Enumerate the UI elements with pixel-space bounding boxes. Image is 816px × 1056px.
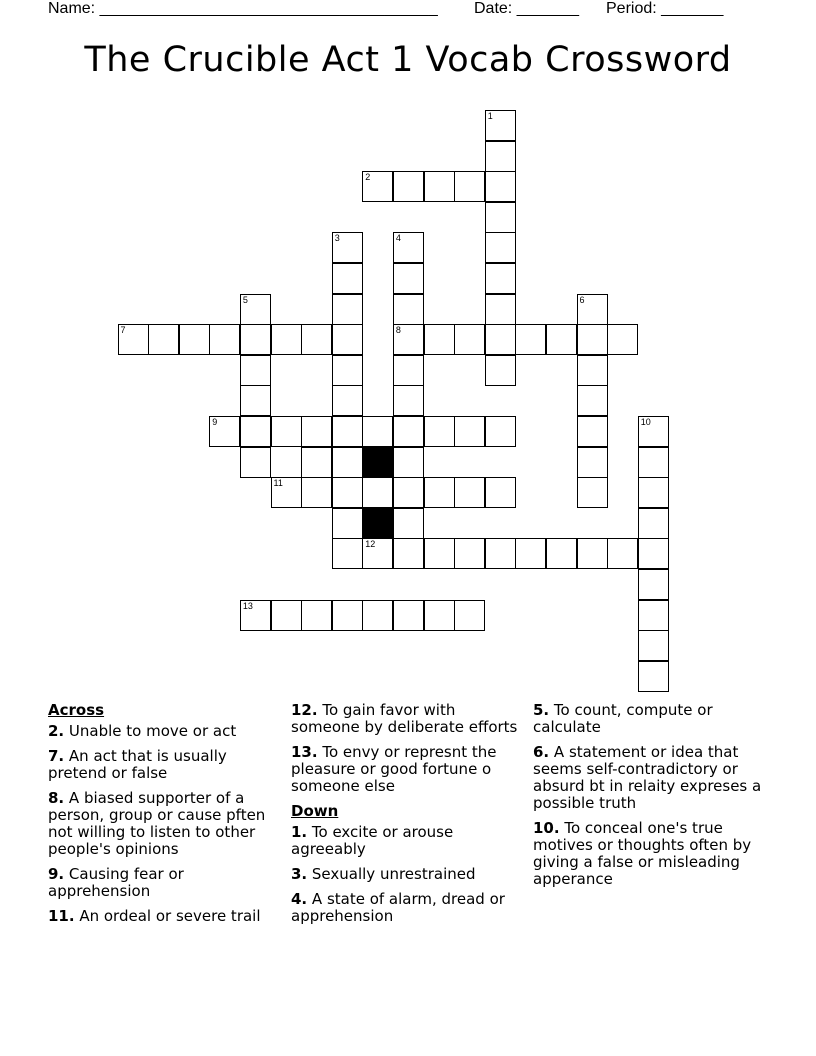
clue-number-label: 6. [533, 743, 550, 761]
crossword-cell[interactable] [393, 416, 424, 447]
clue-item [291, 891, 526, 925]
clue-number-label: 11. [48, 907, 75, 925]
crossword-cell[interactable] [332, 355, 363, 386]
crossword-cell[interactable] [393, 538, 424, 569]
clue-item [48, 748, 283, 782]
clue-text: A state of alarm, dread or apprehension [291, 890, 505, 925]
crossword-cell[interactable] [393, 171, 424, 202]
crossword-cell[interactable] [393, 294, 424, 325]
crossword-cell[interactable] [118, 324, 149, 355]
crossword-cell[interactable] [332, 447, 363, 478]
clue-text: Unable to move or act [64, 722, 237, 740]
crossword-cell[interactable] [638, 508, 669, 539]
crossword-cell[interactable] [271, 600, 302, 631]
crossword-cell[interactable] [332, 385, 363, 416]
clues-column-1 [48, 702, 283, 933]
crossword-cell[interactable] [240, 600, 271, 631]
crossword-cell[interactable] [209, 416, 240, 447]
crossword-cell[interactable] [485, 141, 516, 172]
crossword-cell[interactable] [301, 416, 332, 447]
crossword-cell[interactable] [485, 263, 516, 294]
crossword-cell[interactable] [393, 477, 424, 508]
down-heading: Down [291, 802, 339, 820]
clue-number-label: 1. [291, 823, 308, 841]
crossword-cell[interactable] [301, 477, 332, 508]
clue-number: 5 [242, 294, 248, 305]
crossword-cell[interactable] [271, 477, 302, 508]
crossword-cell[interactable] [332, 232, 363, 263]
clue-text: To conceal one's true motives or thoughts often by giving a false or misleading apperance [533, 819, 752, 888]
crossword-cell[interactable] [301, 600, 332, 631]
clue-number: 6 [579, 294, 585, 305]
crossword-cell[interactable] [424, 538, 455, 569]
clue-item [291, 866, 526, 883]
clue-number: 12 [365, 539, 376, 550]
clue-text: A biased supporter of a person, group or cause pften not willing to listen to other people's opinions [48, 789, 266, 858]
clue-number-label: 8. [48, 789, 65, 807]
crossword-cell[interactable] [515, 538, 546, 569]
crossword-cell[interactable] [577, 385, 608, 416]
clue-item [48, 790, 283, 858]
clue-item [291, 702, 526, 736]
crossword-cell[interactable] [454, 477, 485, 508]
crossword-cell[interactable] [638, 447, 669, 478]
crossword-cell[interactable] [577, 324, 608, 355]
crossword-cell[interactable] [393, 324, 424, 355]
crossword-cell[interactable] [362, 538, 393, 569]
crossword-cell[interactable] [240, 385, 271, 416]
crossword-block-cell [362, 447, 393, 478]
name-field-label: Name: ______________________________________ [48, 0, 438, 17]
clue-text: Sexually unrestrained [307, 865, 476, 883]
crossword-cell[interactable] [638, 416, 669, 447]
crossword-cell[interactable] [362, 477, 393, 508]
clue-number-label: 10. [533, 819, 560, 837]
period-field-label: Period: _______ [606, 0, 724, 17]
crossword-cell[interactable] [332, 416, 363, 447]
crossword-cell[interactable] [393, 232, 424, 263]
crossword-cell[interactable] [638, 600, 669, 631]
crossword-cell[interactable] [485, 538, 516, 569]
crossword-cell[interactable] [393, 447, 424, 478]
clue-number-label: 13. [291, 743, 318, 761]
crossword-cell[interactable] [607, 538, 638, 569]
crossword-cell[interactable] [577, 355, 608, 386]
crossword-cell[interactable] [454, 538, 485, 569]
clue-number-label: 9. [48, 865, 65, 883]
clue-number: 7 [120, 325, 126, 336]
crossword-cell[interactable] [240, 447, 271, 478]
clue-number: 11 [273, 478, 283, 489]
crossword-cell[interactable] [485, 355, 516, 386]
crossword-cell[interactable] [485, 416, 516, 447]
crossword-cell[interactable] [485, 294, 516, 325]
crossword-cell[interactable] [424, 600, 455, 631]
crossword-cell[interactable] [638, 630, 669, 661]
crossword-cell[interactable] [332, 263, 363, 294]
clue-number: 2 [365, 172, 371, 183]
crossword-cell[interactable] [240, 355, 271, 386]
crossword-cell[interactable] [454, 324, 485, 355]
crossword-cell[interactable] [393, 508, 424, 539]
clue-number: 3 [334, 233, 340, 244]
crossword-cell[interactable] [515, 324, 546, 355]
crossword-cell[interactable] [454, 416, 485, 447]
page-title: The Crucible Act 1 Vocab Crossword [84, 40, 732, 80]
crossword-cell[interactable] [362, 171, 393, 202]
crossword-cell[interactable] [424, 324, 455, 355]
crossword-cell[interactable] [393, 355, 424, 386]
crossword-cell[interactable] [271, 324, 302, 355]
crossword-cell[interactable] [240, 416, 271, 447]
crossword-cell[interactable] [209, 324, 240, 355]
crossword-cell[interactable] [424, 416, 455, 447]
crossword-cell[interactable] [485, 232, 516, 263]
crossword-cell[interactable] [577, 416, 608, 447]
crossword-cell[interactable] [332, 538, 363, 569]
clue-text: To excite or arouse agreeably [291, 823, 454, 858]
crossword-cell[interactable] [271, 416, 302, 447]
clue-number-label: 5. [533, 701, 550, 719]
clue-number: 13 [242, 600, 253, 611]
crossword-cell[interactable] [424, 171, 455, 202]
crossword-cell[interactable] [607, 324, 638, 355]
crossword-cell[interactable] [454, 171, 485, 202]
clue-item [291, 824, 526, 858]
crossword-cell[interactable] [638, 477, 669, 508]
clue-number: 4 [395, 233, 401, 244]
clue-text: A statement or idea that seems self-contradictory or absurd bt in relaity expreses a possible truth [533, 743, 762, 812]
crossword-cell[interactable] [577, 294, 608, 325]
crossword-cell[interactable] [240, 294, 271, 325]
clue-item [48, 866, 283, 900]
clue-item [533, 820, 773, 888]
clue-number-label: 4. [291, 890, 308, 908]
clue-item [48, 723, 283, 740]
crossword-cell[interactable] [240, 324, 271, 355]
clue-text: An act that is usually pretend or false [48, 747, 227, 782]
clue-item [291, 744, 526, 795]
crossword-cell[interactable] [638, 569, 669, 600]
clue-text: To count, compute or calculate [533, 701, 713, 736]
crossword-cell[interactable] [546, 538, 577, 569]
crossword-cell[interactable] [577, 538, 608, 569]
crossword-block-cell [362, 508, 393, 539]
crossword-cell[interactable] [362, 600, 393, 631]
crossword-cell[interactable] [485, 477, 516, 508]
clue-item [533, 702, 773, 736]
crossword-cell[interactable] [485, 110, 516, 141]
crossword-cell[interactable] [332, 600, 363, 631]
clue-number: 1 [487, 111, 493, 121]
clue-text: An ordeal or severe trail [74, 907, 261, 925]
crossword-cell[interactable] [332, 324, 363, 355]
crossword-cell[interactable] [454, 600, 485, 631]
clue-text: To envy or represnt the pleasure or good fortune o someone else [291, 743, 497, 795]
date-field-label: Date: _______ [474, 0, 579, 17]
crossword-cell[interactable] [577, 477, 608, 508]
crossword-cell[interactable] [424, 477, 455, 508]
crossword-cell[interactable] [485, 171, 516, 202]
crossword-cell[interactable] [485, 324, 516, 355]
clue-item [533, 744, 773, 812]
crossword-cell[interactable] [638, 538, 669, 569]
crossword-cell[interactable] [393, 385, 424, 416]
clues-column-3 [533, 702, 773, 896]
crossword-cell[interactable] [179, 324, 210, 355]
crossword-cell[interactable] [362, 416, 393, 447]
clue-number-label: 3. [291, 865, 308, 883]
across-heading: Across [48, 701, 105, 719]
crossword-cell[interactable] [393, 600, 424, 631]
clue-number-label: 2. [48, 722, 65, 740]
clue-item [48, 908, 283, 925]
crossword-cell[interactable] [332, 477, 363, 508]
clue-number-label: 12. [291, 701, 318, 719]
clue-number-label: 7. [48, 747, 65, 765]
crossword-cell[interactable] [393, 263, 424, 294]
crossword-cell[interactable] [546, 324, 577, 355]
clue-text: Causing fear or apprehension [48, 865, 184, 900]
crossword-cell[interactable] [148, 324, 179, 355]
crossword-cell[interactable] [638, 661, 669, 692]
clue-number: 9 [212, 417, 218, 427]
crossword-cell[interactable] [301, 324, 332, 355]
clue-number: 8 [395, 325, 401, 336]
crossword-cell[interactable] [577, 447, 608, 478]
clue-text: To gain favor with someone by deliberate efforts [291, 701, 518, 736]
crossword-cell[interactable] [301, 447, 332, 478]
crossword-cell[interactable] [332, 294, 363, 325]
clue-number: 10 [640, 417, 651, 427]
crossword-cell[interactable] [485, 202, 516, 233]
clues-column-2 [291, 702, 526, 933]
crossword-cell[interactable] [332, 508, 363, 539]
